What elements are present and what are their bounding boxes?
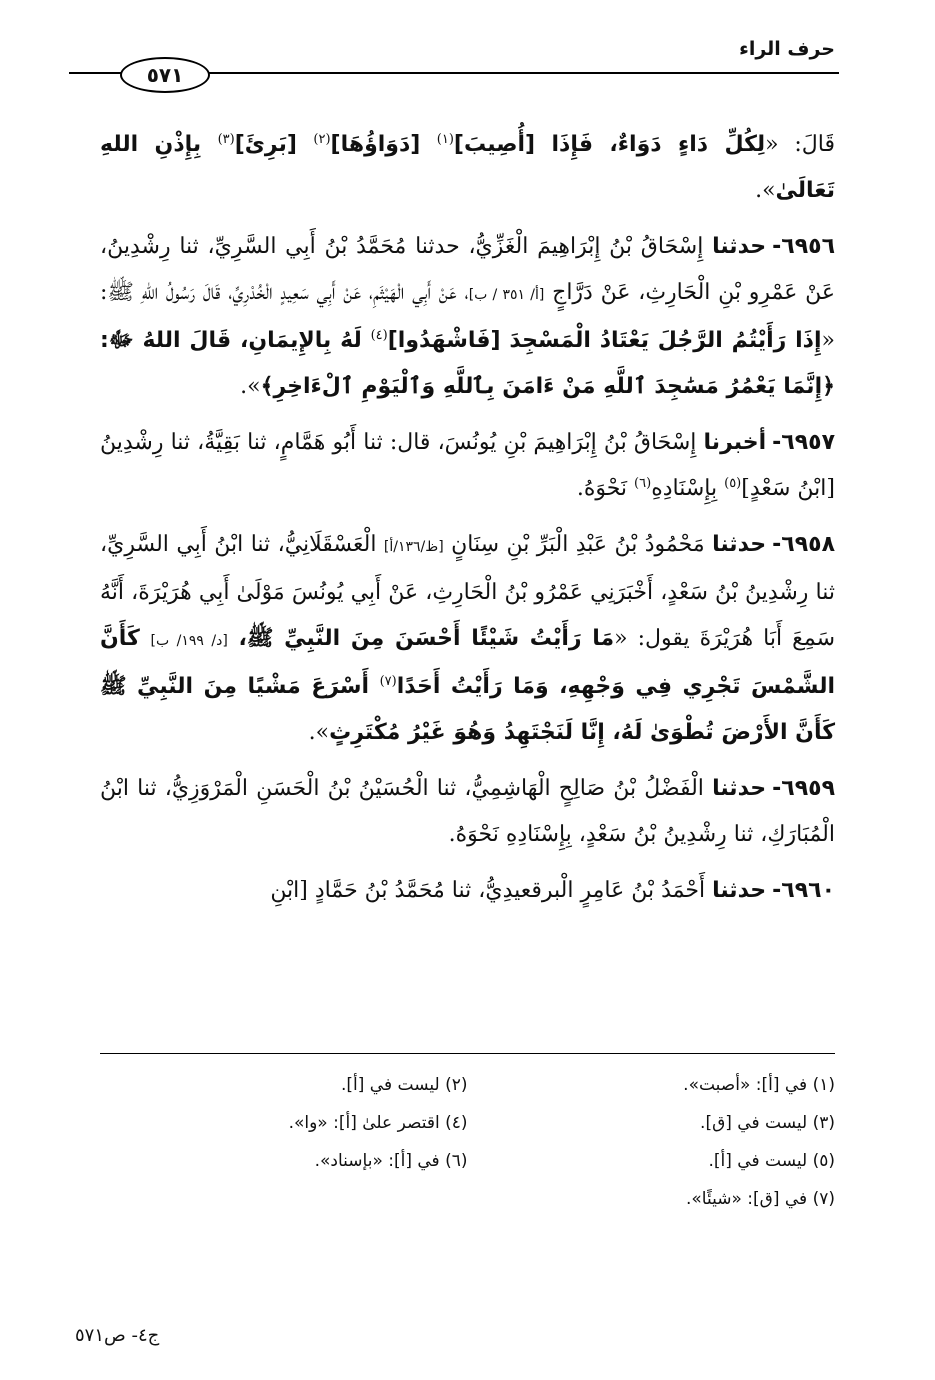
hadith-text: لَهُ بِالإِيمَانِ، قَالَ اللهُ ﷻ: ﴿إِنَّمَا يَعْمُرُ مَسَٰجِدَ ٱللَّهِ مَنْ ءَامَنَ بِٱللَّهِ وَٱلْيَوْمِ ٱلْءَاخِرِ﴾ — [100, 328, 835, 399]
text-run: ». — [240, 374, 261, 399]
footnote-marker[interactable]: (٢) — [313, 132, 331, 147]
isnad-text: أَحْمَدُ بْنُ عَامِرٍ الْبرقعيدِيُّ، ثنا مُحَمَّدُ بْنُ حَمَّادٍ [ابْنِ — [270, 878, 713, 903]
isnad-text: إِسْحَاقُ بْنُ إِبْرَاهِيمَ بْنِ يُونُسَ، قال: ثنا أَبُو هَمَّامٍ، ثنا بَقِيَّةُ، ثنا رِشْدِينُ [ابْنُ سَعْدٍ] — [100, 430, 835, 501]
hadith-text: بِإِذْنِ اللهِ تَعَالَىٰ — [100, 132, 835, 203]
chapter-title: حرف الراء — [739, 38, 835, 60]
footnote-marker[interactable]: (٥) — [724, 476, 742, 491]
narration-keyword: حدثنا — [712, 234, 767, 259]
narration-keyword: أخبرنا — [703, 430, 767, 455]
narration-keyword: حدثنا — [712, 776, 767, 801]
hadith-text: كَأَنَّ الشَّمْسَ تَجْرِي فِي وَجْهِهِ، وَمَا رَأَيْتُ أَحَدًا — [100, 626, 835, 699]
hadith-text: [دَوَاؤُهَا] — [330, 132, 437, 157]
hadith-text: إِذَا رَأَيْتُمُ الرَّجُلَ يَعْتَادُ الْمَسْجِدَ [فَاشْهَدُوا] — [387, 328, 822, 353]
isnad-text: ، عَنْ أَبِي الْهَيْثَمِ، عَنْ أَبِي سَعِيدٍ الْخُدْرِيِّ، قَالَ رَسُولُ اللهِ ﷺ: « — [100, 280, 835, 353]
paragraph-intro — [100, 122, 835, 214]
hadith-6958 — [100, 522, 835, 756]
hadith-text: لِكُلِّ دَاءٍ دَوَاءٌ، فَإِذَا [أُصِيبَ] — [453, 132, 766, 157]
hadith-number: ٦٩٥٧- — [772, 430, 835, 455]
footnote-7: (٧) في [ق]: «شيئًا». — [686, 1189, 835, 1209]
footnotes — [100, 1070, 835, 1214]
footnote-6: (٦) في [أ]: «بإسناد». — [314, 1151, 468, 1171]
footnote-marker[interactable]: (٣) — [217, 132, 235, 147]
main-text — [100, 122, 835, 924]
footnote-2: (٢) ليست في [أ]. — [341, 1075, 468, 1095]
volume-page-footer: ج٤- ص٥٧١ — [75, 1325, 160, 1346]
hadith-text: أَسْرَعَ مَشْيًا مِنَ النَّبِيِّ ﷺ كَأَنَّ الأَرْضَ تُطْوَىٰ لَهُ، إِنَّا لَنَجْتَهِدُ وَهُوَ غَيْرُ مُكْتَرِثٍ — [100, 674, 835, 745]
text-run: قَالَ: « — [765, 132, 835, 157]
hadith-number: ٦٩٥٩- — [772, 776, 835, 801]
footnote-4: (٤) اقتصر علىٰ [أ]: «وا». — [288, 1113, 468, 1133]
footnote-1: (١) في [أ]: «أصبت». — [683, 1075, 835, 1095]
manuscript-ref: [د/ ١٩٩/ ب] — [150, 633, 228, 649]
isnad-text: الْعَسْقَلَانِيُّ، ثنا ابْنُ أَبِي السَّرِيِّ، ثنا رِشْدِينُ بْنُ سَعْدٍ، أَخْبَرَنِي عَمْرُو بْنُ الْحَارِثِ، عَنْ أَبِي يُونُسَ مَوْلَىٰ أَبِي هُرَيْرَةَ، أَنَّهُ سَمِعَ أَبَا هُرَيْرَةَ يقول: « — [100, 532, 835, 651]
hadith-text: [بَرِئَ] — [234, 132, 314, 157]
narration-keyword: حدثنا — [712, 532, 767, 557]
hadith-6956 — [100, 224, 835, 410]
page-number-badge: ٥٧١ — [120, 57, 210, 93]
footnote-marker[interactable]: (١) — [436, 132, 454, 147]
manuscript-ref: [أ/ ٣٥١ / ب] — [468, 287, 545, 303]
isnad-text: نَحْوَهُ. — [576, 476, 635, 501]
isnad-text: مَحْمُودُ بْنُ عَبْدِ الْبَرِّ بْنِ سِنَانٍ — [443, 532, 713, 557]
footnote-3: (٣) ليست في [ق]. — [700, 1113, 835, 1133]
footnote-marker[interactable]: (٤) — [370, 328, 388, 343]
hadith-text: مَا رَأَيْتُ شَيْئًا أَحْسَنَ مِنَ النَّبِيِّ ﷺ، — [227, 626, 615, 651]
footnote-5: (٥) ليست في [أ]. — [708, 1151, 835, 1171]
hadith-6960 — [100, 868, 835, 914]
hadith-number: ٦٩٥٦- — [772, 234, 835, 259]
text-run: ». — [755, 178, 776, 203]
text-run: ». — [308, 720, 330, 745]
footnote-separator — [100, 1053, 835, 1054]
isnad-text: الْفَضْلُ بْنُ صَالِحٍ الْهَاشِمِيُّ، ثنا الْحُسَيْنُ بْنُ الْحَسَنِ الْمَرْوَزِيُّ، ثنا ابْنُ الْمُبَارَكِ، ثنا رِشْدِينُ بْنُ سَعْدٍ، بِإِسْنَادِهِ نَحْوَهُ. — [100, 776, 835, 847]
hadith-6957 — [100, 420, 835, 512]
hadith-6959 — [100, 766, 835, 858]
footnote-marker[interactable]: (٧) — [379, 674, 397, 689]
footnote-marker[interactable]: (٦) — [634, 476, 652, 491]
hadith-number: ٦٩٦٠- — [772, 878, 835, 903]
hadith-number: ٦٩٥٨- — [772, 532, 835, 557]
isnad-text: إِسْحَاقُ بْنُ إِبْرَاهِيمَ الْغَزِّيُّ، حدثنا مُحَمَّدُ بْنُ أَبِي السَّرِيِّ، ثنا رِشْدِينُ، عَنْ عَمْرِو بْنِ الْحَارِثِ، عَنْ دَرَّاجٍ — [100, 234, 836, 305]
narration-keyword: حدثنا — [712, 878, 767, 903]
isnad-text: بِإِسْنَادِهِ — [651, 476, 725, 501]
manuscript-ref: [ظ/١٣٦/أ] — [383, 539, 444, 555]
